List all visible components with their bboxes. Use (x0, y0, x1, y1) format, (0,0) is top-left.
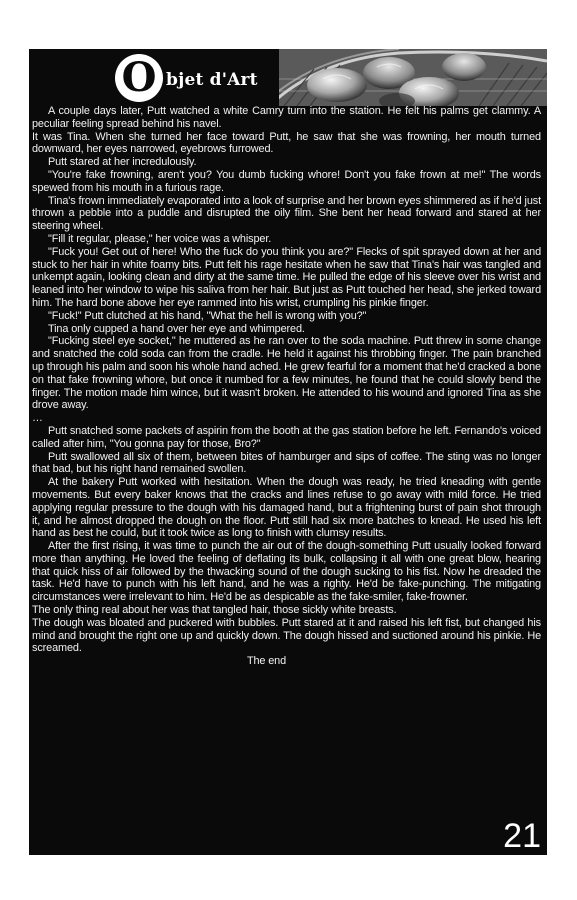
bread-basket-photo (279, 49, 547, 106)
bread-basket-illustration (279, 49, 547, 106)
the-end-label: The end (246, 655, 287, 668)
paragraph: It was Tina. When she turned her face toward Putt, he saw that she was frowning, her mouth turned downward, her eyes narrowed, eyebrows furrowed. (32, 130, 541, 156)
paragraph: A couple days later, Putt watched a white Camry turn into the station. He felt his palms get clammy. A peculiar feeling spread behind his navel. (32, 105, 541, 130)
paragraph: "You're fake frowning, aren't you? You dumb fucking whore! Don't you fake frown at me!" The words spewed from his mouth in a furious rage. (32, 168, 541, 194)
story-title (115, 53, 258, 103)
paragraph: Tina's frown immediately evaporated into a look of surprise and her brown eyes shimmered as if he'd just thrown a pebble into a puddle and disrupted the oily film. She bent her head forward and stared at her steering wheel. (32, 194, 541, 233)
scene-break: … (32, 412, 43, 425)
paragraph: "Fill it regular, please," her voice was a whisper. (48, 232, 272, 245)
paragraph: "Fuck you! Get out of here! Who the fuck do you think you are?" Flecks of spit sprayed down at her and stuck to her hair in white foamy bits. Putt felt his rage hesitate when he saw that Tina's hair was tangled and unkempt again, looking clean and dirty at the same time. He pulled the edge of his sleeve over his wrist and leaned into her window to wipe his saliva from her hair. But just as Putt touched her head, she jerked toward him. The hard bone above her eye rammed into his wrist, crumpling his pinkie finger. (32, 245, 541, 309)
paragraph: The only thing real about her was that tangled hair, those sickly white breasts. (32, 604, 397, 617)
story-body (32, 105, 541, 668)
paragraph: Tina only cupped a hand over her eye and whimpered. (48, 322, 305, 335)
paragraph: Putt stared at her incredulously. (48, 156, 197, 169)
title-text: bjet d'Art (166, 70, 258, 90)
title-drop-initial: O (115, 54, 163, 102)
paragraph: At the bakery Putt worked with hesitation. When the dough was ready, he tried kneading with gentle movements. But every baker knows that the cracks and lines refuse to go away with mild force. He tried applying regular pressure to the dough with his damaged hand, but a frightening burst of pain shot through it, and he almost dropped the dough on the floor. Putt still had six more batches to knead. He used his left hand as best he could, but it took twice as long to finish with clumsy results. (32, 476, 541, 540)
paragraph: "Fucking steel eye socket," he muttered as he ran over to the soda machine. Putt threw in some change and snatched the cold soda can from the cradle. He held it against his throbbing finger. The pain branched up through his palm and soon his whole hand ached. He grew fearful for a moment that he'd cracked a bone on that fake frowning whore, but once it numbed for a few minutes, he found that he could slowly bend the finger. The motion made him wince, but it wasn't broken. He attended to his wound and ignored Tina as she drove away. (32, 335, 541, 412)
page-number: 21 (503, 817, 541, 855)
story-panel (29, 49, 547, 855)
paragraph: Putt snatched some packets of aspirin from the booth at the gas station before he left. Fernando's voiced called after him, "You gonna pay for those, Bro?" (32, 424, 541, 450)
header-banner (29, 49, 547, 106)
paragraph: After the first rising, it was time to punch the air out of the dough-something Putt usually looked forward more than anything. He loved the feeling of deflating its bulk, collapsing it all with one great blow, hearing that quick hiss of air followed by the thwacking sound of the dough sucking to his fist. Now he dreaded the task. He'd have to punch with his left hand, and he was a righty. He'd be fake-punching. The mitigating circumstances were irrelevant to him. He'd be as despicable as the fake-smiler, fake-frowner. (32, 540, 541, 604)
paragraph: "Fuck!" Putt clutched at his hand, "What the hell is wrong with you?" (48, 309, 367, 322)
paragraph: The dough was bloated and puckered with bubbles. Putt stared at it and raised his left fist, but changed his mind and brought the right one up and quickly down. The dough hissed and suctioned around his pinkie. He screamed. (32, 616, 541, 655)
paragraph: Putt swallowed all six of them, between bites of hamburger and sips of coffee. The sting was no longer that bad, but his right hand remained swollen. (32, 450, 541, 476)
